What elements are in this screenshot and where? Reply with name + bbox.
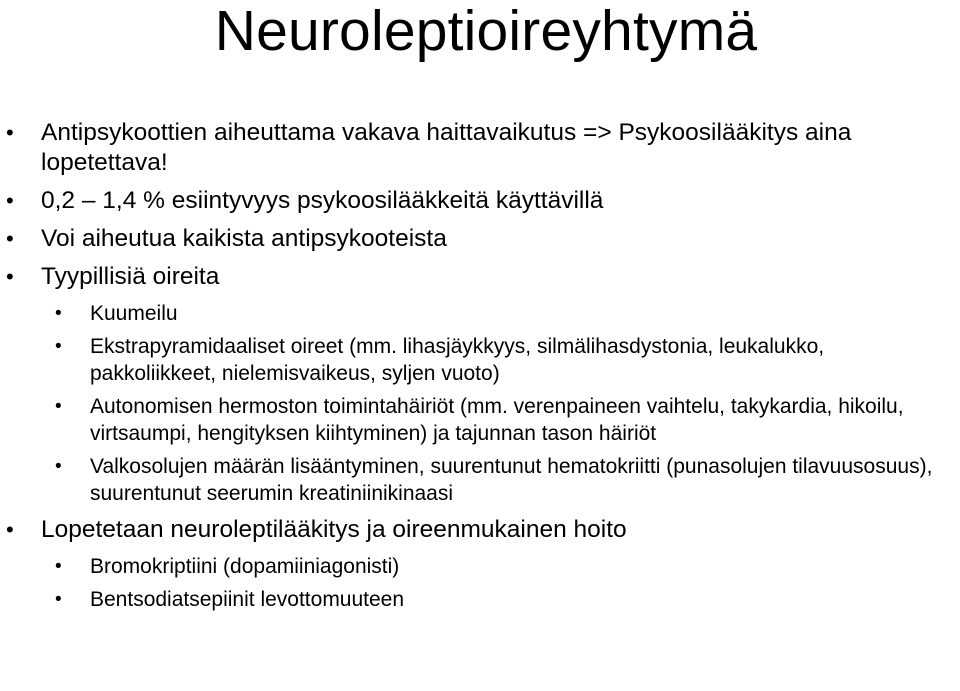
list-item-text: Antipsykoottien aiheuttama vakava haittavaikutus => Psykoosilääkitys aina lopetettava! xyxy=(41,119,852,176)
bullet-icon: • xyxy=(6,264,14,289)
list-item xyxy=(0,118,960,178)
bullet-icon: • xyxy=(6,517,14,542)
bullet-icon: • xyxy=(6,188,14,213)
sub-list-item xyxy=(0,586,960,613)
list-item-text: Tyypillisiä oireita xyxy=(41,263,220,290)
bullet-icon: • xyxy=(6,120,14,145)
bullet-icon: • xyxy=(55,456,62,477)
bullet-icon: • xyxy=(55,589,62,610)
bullet-icon: • xyxy=(55,303,62,324)
list-item xyxy=(0,224,960,254)
list-item-text: Voi aiheutua kaikista antipsykooteista xyxy=(41,225,447,252)
list-item xyxy=(0,515,960,545)
bullet-icon: • xyxy=(55,556,62,577)
list-item-text: Valkosolujen määrän lisääntyminen, suurentunut hematokriitti (punasolujen tilavuusosuus), suurentunut seerumin kreatiniinikinaasi xyxy=(90,455,933,505)
sub-list-item xyxy=(0,393,960,447)
list-item-text: Kuumeilu xyxy=(90,302,178,325)
sub-list-item xyxy=(0,453,960,507)
bullet-icon: • xyxy=(55,396,62,417)
list-item-text: Lopetetaan neuroleptilääkitys ja oireenmukainen hoito xyxy=(41,516,627,543)
list-item-text: Bentsodiatsepiinit levottomuuteen xyxy=(90,588,405,611)
list-item-text: Bromokriptiini (dopamiiniagonisti) xyxy=(90,555,400,578)
slide-title: Neuroleptioireyhtymä xyxy=(214,0,758,63)
bullet-list xyxy=(0,110,960,613)
sub-list-item xyxy=(0,553,960,580)
list-item xyxy=(0,262,960,292)
list-item-text: 0,2 – 1,4 % esiintyvyys psykoosilääkkeitä käyttävillä xyxy=(41,187,604,214)
sub-list-item xyxy=(0,333,960,387)
sub-list-item xyxy=(0,300,960,327)
bullet-icon: • xyxy=(6,226,14,251)
list-item-text: Ekstrapyramidaaliset oireet (mm. lihasjäykkyys, silmälihasdystonia, leukalukko, pakkoliikkeet, nielemisvaikeus, syljen vuoto) xyxy=(90,335,825,385)
bullet-icon: • xyxy=(55,336,62,357)
list-item-text: Autonomisen hermoston toimintahäiriöt (mm. verenpaineen vaihtelu, takykardia, hikoilu, virtsaumpi, hengityksen kiihtyminen) ja tajunnan tason häiriöt xyxy=(90,395,904,445)
list-item xyxy=(0,186,960,216)
